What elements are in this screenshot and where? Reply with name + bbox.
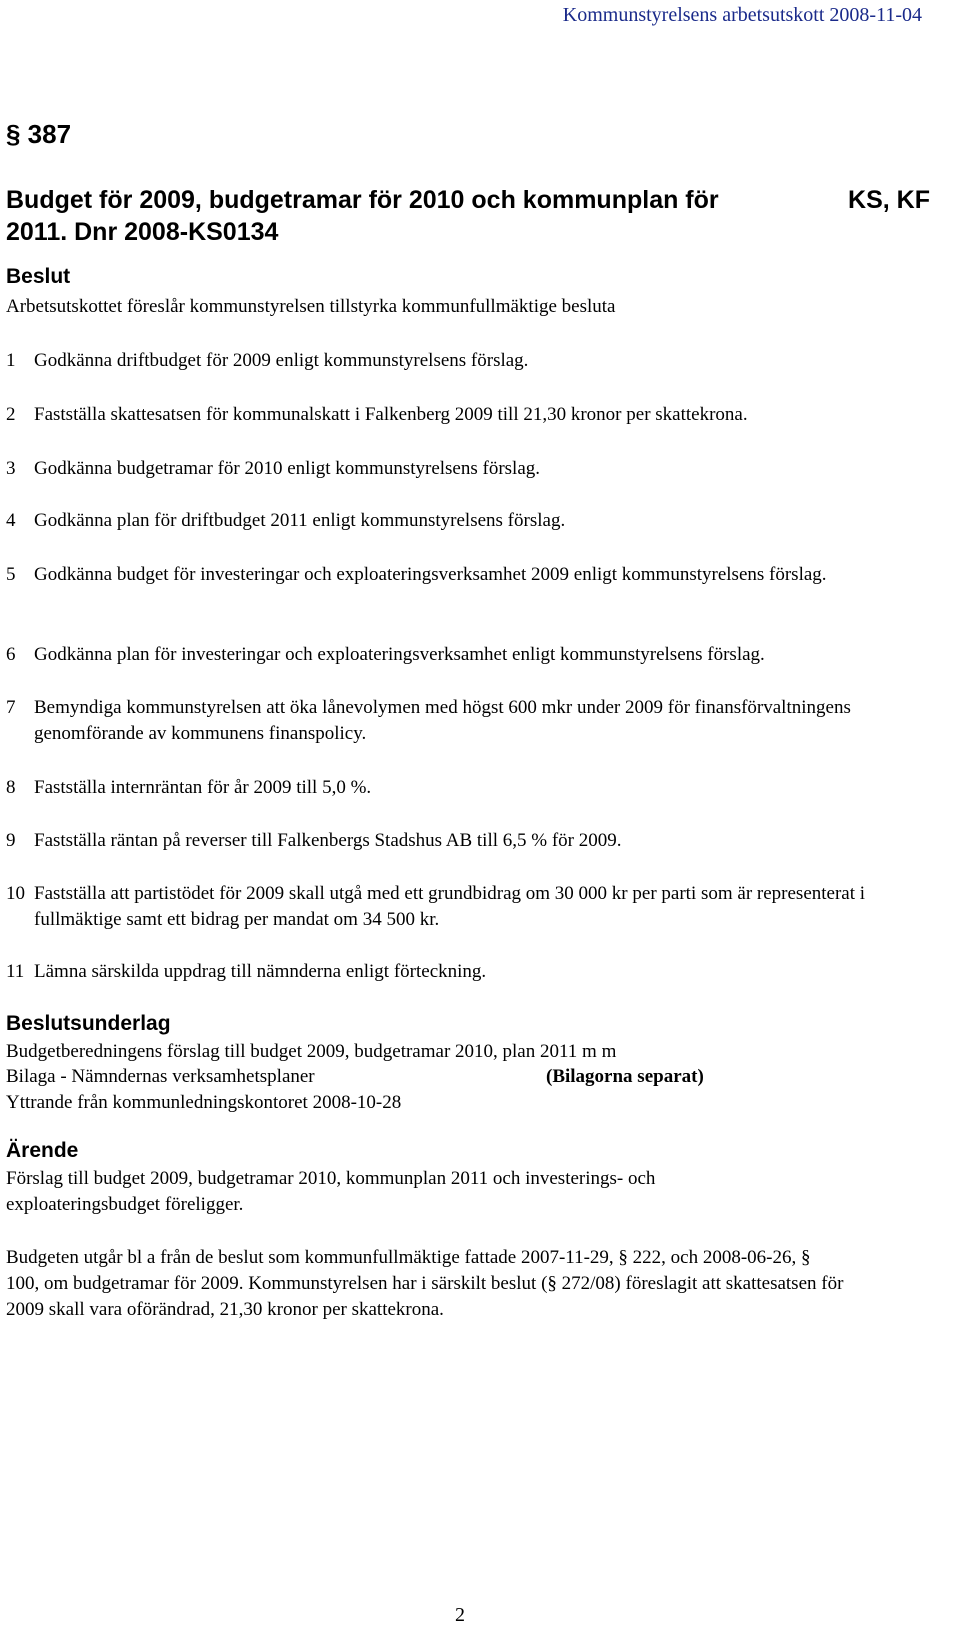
section-recipients: KS, KF — [848, 186, 930, 214]
item-number: 3 — [6, 458, 16, 479]
basis-heading: Beslutsunderlag — [6, 1012, 171, 1035]
item-text: Bemyndiga kommunstyrelsen att öka lånevolymen med högst 600 mkr under 2009 för finansförvaltningens genomförande av kommunens finanspolicy. — [34, 697, 851, 744]
decision-item — [6, 508, 926, 534]
item-number: 2 — [6, 404, 16, 425]
decision-item — [6, 562, 926, 588]
decision-item — [6, 348, 926, 374]
item-text: Godkänna budgetramar för 2010 enligt kommunstyrelsens förslag. — [34, 458, 541, 479]
item-text: Fastställa räntan på reverser till Falkenbergs Stadshus AB till 6,5 % för 2009. — [34, 830, 622, 851]
item-text: Godkänna budget för investeringar och exploateringsverksamhet 2009 enligt kommunstyrelsens förslag. — [34, 564, 827, 585]
decision-item — [6, 959, 926, 985]
matter-heading: Ärende — [6, 1139, 79, 1162]
item-number: 10 — [6, 883, 25, 904]
decision-item — [6, 402, 926, 428]
decision-item — [6, 695, 926, 747]
item-number: 5 — [6, 564, 16, 585]
decision-item — [6, 881, 926, 933]
decision-item — [6, 828, 926, 854]
item-number: 6 — [6, 644, 16, 665]
matter-paragraph: Budgeten utgår bl a från de beslut som kommunfullmäktige fattade 2007-11-29, § 222, och 2008-06-26, § 100, om budgetramar för 2009. Kommunstyrelsen har i särskilt beslut (§ 272/08) föreslagit att skattesatsen för 2009 skall vara oförändrad, 21,30 kronor per skattekrona. — [6, 1247, 844, 1320]
item-number: 4 — [6, 510, 16, 531]
item-text: Godkänna plan för investeringar och exploateringsverksamhet enligt kommunstyrelsens förslag. — [34, 644, 765, 665]
item-text: Godkänna plan för driftbudget 2011 enligt kommunstyrelsens förslag. — [34, 510, 566, 531]
item-number: 9 — [6, 830, 16, 851]
item-text: Lämna särskilda uppdrag till nämnderna enligt förteckning. — [34, 961, 487, 982]
decision-item — [6, 456, 926, 482]
matter-paragraph: Förslag till budget 2009, budgetramar 2010, kommunplan 2011 och investerings- och exploateringsbudget föreligger. — [6, 1168, 656, 1215]
item-number: 8 — [6, 777, 16, 798]
item-text: Fastställa att partistödet för 2009 skall utgå med ett grundbidrag om 30 000 kr per parti som är representerat i fullmäktige samt ett bidrag per mandat om 34 500 kr. — [34, 883, 866, 930]
document-header: Kommunstyrelsens arbetsutskott 2008-11-04 — [562, 4, 922, 26]
page-number: 2 — [455, 1604, 465, 1626]
basis-attachment-note: (Bilagorna separat) — [546, 1066, 704, 1087]
section-number: § 387 — [6, 119, 72, 149]
decision-item — [6, 642, 926, 668]
item-text: Fastställa skattesatsen för kommunalskatt i Falkenberg 2009 till 21,30 kronor per skattekrona. — [34, 404, 748, 425]
item-number: 11 — [6, 961, 25, 982]
section-title: Budget för 2009, budgetramar för 2010 och kommunplan för 2011. Dnr 2008-KS0134 — [6, 186, 719, 246]
basis-line: Yttrande från kommunledningskontoret 2008-10-28 — [6, 1092, 402, 1113]
basis-line: Budgetberedningens förslag till budget 2009, budgetramar 2010, plan 2011 m m — [6, 1041, 617, 1062]
item-number: 7 — [6, 697, 16, 718]
basis-attachment-row — [6, 1064, 746, 1090]
decision-item — [6, 775, 926, 801]
item-text: Godkänna driftbudget för 2009 enligt kommunstyrelsens förslag. — [34, 350, 529, 371]
basis-attachment: Bilaga - Nämndernas verksamhetsplaner — [6, 1066, 315, 1087]
item-number: 1 — [6, 350, 16, 371]
decision-intro: Arbetsutskottet föreslår kommunstyrelsen tillstyrka kommunfullmäktige besluta — [6, 296, 616, 317]
item-text: Fastställa internräntan för år 2009 till 5,0 %. — [34, 777, 372, 798]
decision-heading: Beslut — [6, 265, 71, 288]
